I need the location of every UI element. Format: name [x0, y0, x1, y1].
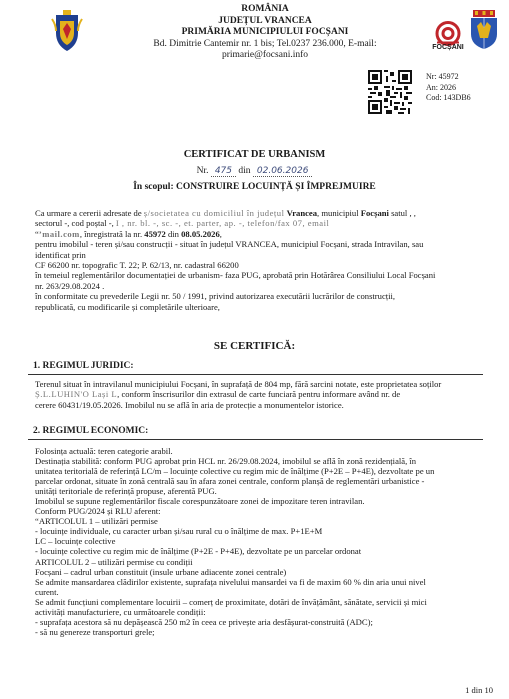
- economic-line: - să nu genereze transporturi grele;: [35, 626, 155, 637]
- date-prefix: din: [238, 166, 251, 176]
- qr-code-icon: [368, 70, 412, 114]
- economic-line: LC – locuințe colective: [35, 536, 116, 547]
- request-date: 08.05.2026: [181, 228, 220, 239]
- regim-juridic-heading: 1. REGIMUL JURIDIC:: [33, 361, 134, 371]
- economic-line: Se admite mansardarea clădirilor existente, suprafața nivelului mansardei va fi de maxim 60 % din aria unui nivel: [35, 576, 426, 587]
- economic-line: - locuințe colective cu regim mic de înălțime (P+2E - P+4E), dezvoltate pe un parcelar ordonat: [35, 546, 362, 557]
- juridic-line: [35, 389, 475, 399]
- intro-line: nr. 263/29.08.2024 .: [35, 280, 105, 291]
- redacted-text: Ș.L.LUHIN'O Lași L: [35, 389, 118, 400]
- intro-text: “: [35, 228, 39, 239]
- economic-line: ARTICOLUL 2 – utilizări permise cu condiții: [35, 556, 193, 567]
- economic-line: - locuințe individuale, cu caracter urban și/sau rural cu o înălțime de max. P+1E+M: [35, 526, 323, 537]
- city-coat-of-arms-icon: [468, 10, 500, 50]
- number-prefix: Nr.: [196, 166, 209, 176]
- regim-economic-text: [35, 446, 475, 637]
- intro-line: [35, 218, 475, 228]
- juridic-text: , conform înscrisurilor din extrasul de carte funciară pentru informare având nr. de: [117, 389, 401, 400]
- document-title: CERTIFICAT DE URBANISM: [183, 149, 326, 160]
- romania-coat-of-arms-icon: [50, 9, 84, 53]
- economic-line: unitatea teritorială de referință LC/m – locuințe colective cu regim mic de înălțime (P+2E – P+4E), dezvoltate pe un: [35, 466, 435, 477]
- number-line: [0, 166, 509, 176]
- logo-caption: FOCȘANI: [432, 44, 464, 51]
- intro-line: identificat prin: [35, 249, 86, 260]
- economic-line: Folosința actuală: teren categorie arabil.: [35, 446, 173, 456]
- city-hall-heading: PRIMĂRIA MUNICIPIULUI FOCȘANI: [181, 27, 349, 37]
- focsani-logo-icon: [433, 13, 463, 58]
- intro-text: , înregistrată la nr.: [79, 228, 143, 239]
- intro-text: sectorul -, cod poștal -,: [35, 218, 116, 229]
- economic-line: Imobilul se supune reglementărilor fiscale corespunzătoare zonei de impozitare teren intravilan.: [35, 496, 365, 507]
- registration-year: An: 2026: [426, 82, 456, 92]
- economic-line: - suprafața acestora să nu depășească 250 m2 în ceea ce privește aria desfășurat-construită (ADC);: [35, 616, 373, 627]
- intro-text: , municipiul: [317, 208, 359, 218]
- regim-juridic-text: [35, 379, 475, 410]
- country-heading: ROMÂNIA: [241, 4, 289, 14]
- registration-number: Nr: 45972: [426, 72, 459, 81]
- intro-paragraph: [35, 208, 475, 312]
- intro-text: Ca urmare a cererii adresate de: [35, 208, 144, 218]
- intro-bold: Vrancea: [286, 208, 318, 218]
- certificate-date: 02.06.2026: [253, 166, 313, 177]
- scope-value: CONSTRUIRE LOCUINȚĂ ȘI ÎMPREJMUIRE: [175, 182, 376, 192]
- intro-text: din: [167, 228, 179, 239]
- se-certifica-heading: SE CERTIFICĂ:: [213, 340, 296, 352]
- intro-line: republicată, cu modificarile și completările ulterioare,: [35, 301, 220, 312]
- economic-line: “ARTICOLUL 1 – utilizări permise: [35, 516, 158, 527]
- juridic-line: Terenul situat în intravilanul municipiului Focșani, în suprafață de 804 mp, fără sarcini notate, este proprietatea soților: [35, 379, 442, 389]
- redacted-text: ’mail.com: [38, 228, 80, 239]
- registration-box: [426, 72, 471, 104]
- email-line: primarie@focsani.info: [221, 50, 309, 60]
- section-divider: [28, 374, 483, 375]
- economic-line: Conform PUG/2024 și RLU aferent:: [35, 506, 161, 517]
- registration-code: Cod: 143DB6: [426, 93, 471, 102]
- intro-line: pentru imobilul - teren și/sau construcții - situat în județul VRANCEA, municipiul Focșani, strada Intravilan, sau: [35, 239, 424, 250]
- address-line: Bd. Dimitrie Cantemir nr. 1 bis; Tel.0237 236.000, E-mail:: [153, 38, 377, 49]
- economic-line: curent.: [35, 586, 59, 597]
- page-number: 1 din 10: [465, 685, 493, 695]
- certificate-number: 475: [211, 166, 236, 177]
- intro-line: [35, 208, 475, 218]
- economic-line: unități teritoriale de referință propuse, aferentă PUG.: [35, 486, 217, 497]
- intro-text: satul , ,: [388, 208, 416, 218]
- regim-economic-heading: 2. REGIMUL ECONOMIC:: [33, 426, 149, 436]
- intro-text: ,: [219, 228, 222, 239]
- intro-line: CF 66200 nr. topografic T. 22; P. 62/13, nr. cadastral 66200: [35, 260, 239, 271]
- section-divider: [28, 439, 483, 440]
- intro-line: în conformitate cu prevederile Legii nr. 50 / 1991, privind autorizarea executării lucrărilor de construcții,: [35, 291, 396, 302]
- juridic-line: cerere 60431/19.05.2026. Imobilul nu se află în aria de protecție a monumentelor istorice.: [35, 399, 344, 410]
- scope-line: [0, 182, 509, 192]
- intro-line: în temeiul reglementărilor documentației de urbanism- faza PUG, aprobată prin Hotărârea Consiliului Local Focșani: [35, 270, 436, 281]
- request-number: 45972: [144, 228, 166, 239]
- economic-line: activități manufacturiere, cu următoarele condiții:: [35, 606, 206, 617]
- redacted-text: , email: [302, 218, 330, 229]
- economic-line: Se admit funcțiuni complementare locuirii – comerț de proximitate, dotări de învățământ, sănătate, servicii și mici: [35, 596, 427, 607]
- economic-line: Focșani – cadrul urban constituit (insule urbane adiacente zonei centrale): [35, 566, 287, 577]
- intro-line: [35, 229, 475, 239]
- economic-line: parcelar ordonat, situate în zonă centrală sau în afara zonei centrale, conform planșă de reglementări urbanistice -: [35, 476, 425, 487]
- header-block: [150, 4, 380, 62]
- redacted-text: ș/societatea cu domiciliul în județul: [143, 208, 285, 218]
- scope-label: În scopul:: [133, 182, 174, 192]
- county-heading: JUDEȚUL VRANCEA: [218, 15, 312, 26]
- economic-line: Destinația stabilită: conform PUG aprobat prin HCL nr. 26/29.08.2024, imobilul se află în zonă rezidențială, în: [35, 456, 417, 467]
- intro-bold: Focșani: [360, 208, 389, 218]
- redacted-text: I , nr. bl. -, sc. -, et. parter, ap. -, telefon/fax 07: [115, 218, 303, 229]
